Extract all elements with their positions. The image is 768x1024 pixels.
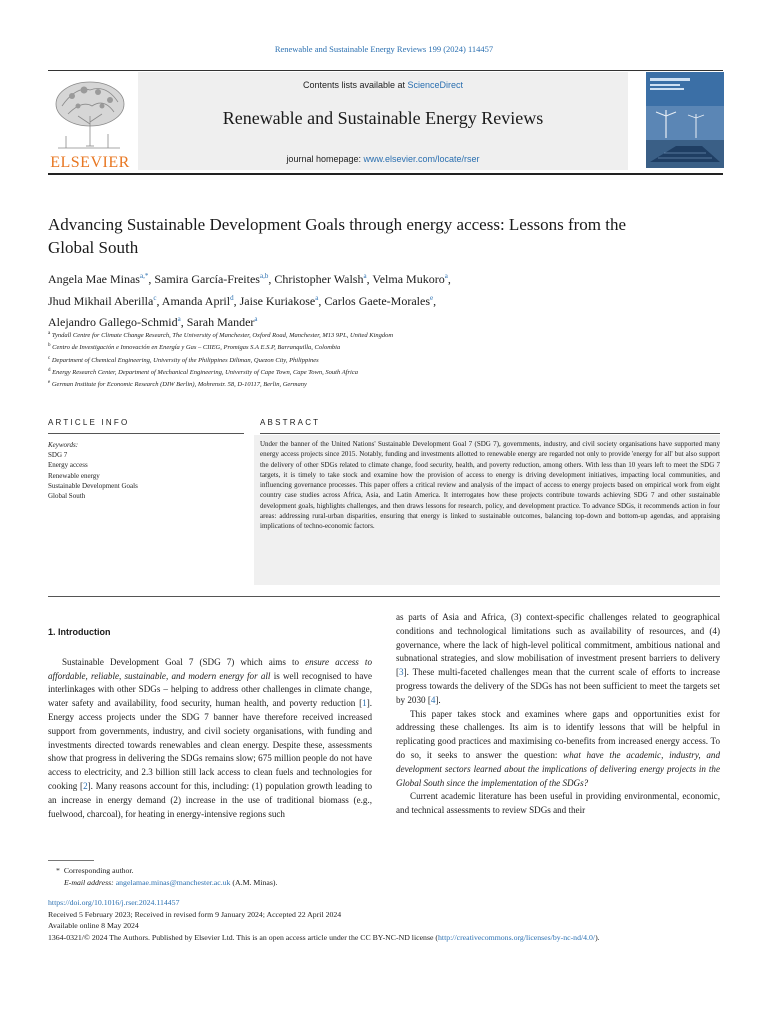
author[interactable]: Alejandro Gallego-Schmid$^a$ <box>48 315 181 329</box>
paragraph: This paper takes stock and examines where gaps and opportunities exist for addressing these challenges. Its aim is to identify lessons that will be helpful in replicating good practices and maximising co-benefits from increased energy access. To do so, it seeks to answer the question: what have the academic, industry, and development sectors learned about the implications of delivering energy projects in the Global South since the implementation of the SDGs? <box>396 708 720 788</box>
author[interactable]: Christopher Walsh$^a$ <box>274 272 367 286</box>
author-list: Angela Mae Minas$^{a,*}$, Samira García-Freites$^{a,b}$, Christopher Walsh$^a$, Velma Mukoro$^a$, Jhud Mikhail Aberilla$^c$, Amanda April$^d$, Jaise Kuriakose$^a$, Carlos Gaete-Morales$^e$, Alejandro Gallego-Schmid$^a$, Sarah Mander$^a$ <box>48 272 451 329</box>
corresponding-author-note: * Corresponding author. <box>56 866 134 875</box>
body-column-right <box>396 611 720 818</box>
article-info-rule <box>48 433 244 434</box>
keyword: Global South <box>48 492 86 501</box>
received-dates: Received 5 February 2023; Received in revised form 9 January 2024; Accepted 22 April 2024 <box>48 909 342 919</box>
keyword: Sustainable Development Goals <box>48 481 138 490</box>
keywords-label: Keywords: <box>48 441 79 449</box>
abstract-rule <box>260 433 720 434</box>
author[interactable]: Amanda April$^d$ <box>161 293 234 308</box>
author[interactable]: Angela Mae Minas$^{a,*}$ <box>48 272 149 286</box>
reference-link[interactable]: 1 <box>362 698 367 709</box>
masthead-top-rule <box>48 70 723 71</box>
affiliation: $^c$ Department of Chemical Engineering, University of the Philippines Diliman, Quezon City, Philippines <box>48 355 319 364</box>
reference-link[interactable]: 3 <box>399 667 404 678</box>
affiliation: $^e$ German Institute for Economic Research (DIW Berlin), Mohrenstr. 58, D-10117, Berlin, Germany <box>48 380 307 389</box>
footnote-rule <box>48 860 94 861</box>
journal-title: Renewable and Sustainable Energy Reviews <box>222 108 544 128</box>
journal-cover-image <box>646 72 724 168</box>
license-link[interactable]: http://creativecommons.org/licenses/by-nc-nd/4.0/ <box>438 932 596 942</box>
author[interactable]: Velma Mukoro$^a$ <box>372 272 448 286</box>
reference-link[interactable]: 2 <box>83 780 88 791</box>
journal-citation[interactable]: Renewable and Sustainable Energy Reviews 199 (2024) 114457 <box>274 44 494 54</box>
sciencedirect-link[interactable]: ScienceDirect <box>407 80 464 90</box>
article-metadata <box>48 897 720 943</box>
author[interactable]: Carlos Gaete-Morales$^e$ <box>324 293 434 308</box>
article-title: Advancing Sustainable Development Goals through energy access: Lessons from the Global South <box>48 215 627 257</box>
keywords-block <box>48 440 244 501</box>
affiliation: $^a$ Tyndall Centre for Climate Change Research, The University of Manchester, Oxford Road, Manchester, M13 9PL, United Kingdom <box>48 331 394 339</box>
elsevier-wordmark: ELSEVIER <box>50 154 130 171</box>
keyword: Energy access <box>48 461 88 470</box>
author[interactable]: Samira García-Freites$^{a,b}$ <box>154 272 269 286</box>
paragraph: Current academic literature has been useful in providing environmental, economic, and technical assessments to review SDGs and their <box>396 791 720 816</box>
affiliations <box>48 329 708 390</box>
author[interactable]: Sarah Mander$^a$ <box>186 315 258 329</box>
author[interactable]: Jaise Kuriakose$^a$ <box>239 293 319 308</box>
contents-line <box>138 80 628 90</box>
license-statement: 1364-0321/© 2024 The Authors. Published by Elsevier Ltd. This is an open access article under the CC BY-NC-ND license (http://creativecommons.org/licenses/by-nc-nd/4.0/). <box>48 932 600 942</box>
elsevier-logo <box>48 76 130 172</box>
elsevier-tree-icon <box>48 76 130 152</box>
affiliation: $^b$ Centro de Investigación e Innovación en Energía y Gas – CIIEG, Promigas S.A E.S.P, Barranquilla, Colombia <box>48 343 341 352</box>
author[interactable]: Jhud Mikhail Aberilla$^c$ <box>48 293 157 308</box>
email-note: E-mail address: angelamae.minas@manchester.ac.uk (A.M. Minas). <box>64 878 278 887</box>
journal-cover-thumbnail[interactable] <box>646 72 724 168</box>
doi-link[interactable]: https://doi.org/10.1016/j.rser.2024.114457 <box>48 898 180 907</box>
homepage-link[interactable]: www.elsevier.com/locate/rser <box>363 154 480 164</box>
body-column-left <box>48 626 372 821</box>
masthead-bottom-rule <box>48 173 723 175</box>
abstract-text: Under the banner of the United Nations' Sustainable Development Goal 7 (SDG 7), governments, industry, and civil society organisations have supported many energy access projects since 2015. Notably, funding and investments allotted to renewable energy are regarded not only to provide 'energy for all' but also support the delivery of other SDGs related to climate change, food security, health, and poverty reduction, among others. With less than 10 years left to meet the SDG 7 targets, it is timely to take stock and examine how the provision of access to energy is driving development initiatives, impacting local communities, and influencing governance processes. This paper offers a critical review and analysis of the impact of access to energy projects based on empirical work from eight country case studies across Africa, Asia, and Latin America. It interrogates how these projects contribute towards achieving SDG 7 and other sustainable development goals, highlights challenges, and then draws lessons for research, policy, and development practice. To advance SDGs, it recommends action in four areas: addressing rural-urban disparities, ensuring that energy is linked to sustainable outcomes, balancing top-down and bottom-up agendas, and appraising implications of techno-economic factors. <box>260 440 720 531</box>
homepage-line <box>138 154 628 164</box>
abstract-heading: ABSTRACT <box>260 418 321 427</box>
paragraph: Sustainable Development Goal 7 (SDG 7) which aims to ensure access to affordable, reliable, sustainable, and modern energy for all is well recognised to have interlinkages with other SDGs – helping to address other challenges in climate change, water safety and availability, food security, human health, and poverty reduction [1]. Energy access projects under the SDG 7 banner have therefore received increased support from governments, industry, and civil society organisations, with funding and investments directed towards renewables and clean energy. Despite these, assessments show that progress in delivering the SDGs remains slow; 675 million people do not have access to electricity, and 2.3 billion still lack access to clean fuels and technologies for cooking [2]. Many reasons account for this, including: (1) population growth leading to an increase in energy demand (2) increase in the use of traditional biomass (e.g., fuelwood, charcoal), for heating in energy-intensive regions such <box>48 656 372 819</box>
keyword: SDG 7 <box>48 451 68 460</box>
journal-masthead <box>48 70 723 174</box>
contents-prefix: Contents lists available at <box>302 80 408 90</box>
keyword: Renewable energy <box>48 471 100 480</box>
section-heading-introduction: 1. Introduction <box>48 627 111 637</box>
paragraph: as parts of Asia and Africa, (3) context-specific challenges related to geographical conditions and technological limitations such as availability of resources, and (4) governance, where the lack of high-level political commitment, ambitious national and subnational strategies, and slow mobilisation of investment present barriers to delivery [3]. These multi-faceted challenges mean that the current scale of efforts to increase progress towards the delivery of the SDGs has not been sufficient to meet the targets set by 2030 [4]. <box>396 612 720 705</box>
article-info-heading: ARTICLE INFO <box>48 418 130 427</box>
email-link[interactable]: angelamae.minas@manchester.ac.uk <box>115 878 231 887</box>
affiliation: $^d$ Energy Research Center, Department of Mechanical Engineering, University of Cape Town, Cape Town, South Africa <box>48 367 358 376</box>
available-online: Available online 8 May 2024 <box>48 921 139 930</box>
homepage-prefix: journal homepage: <box>286 154 364 164</box>
reference-link[interactable]: 4 <box>430 694 436 705</box>
masthead-center <box>138 72 628 170</box>
section-divider <box>48 596 720 597</box>
footnotes <box>48 865 720 889</box>
